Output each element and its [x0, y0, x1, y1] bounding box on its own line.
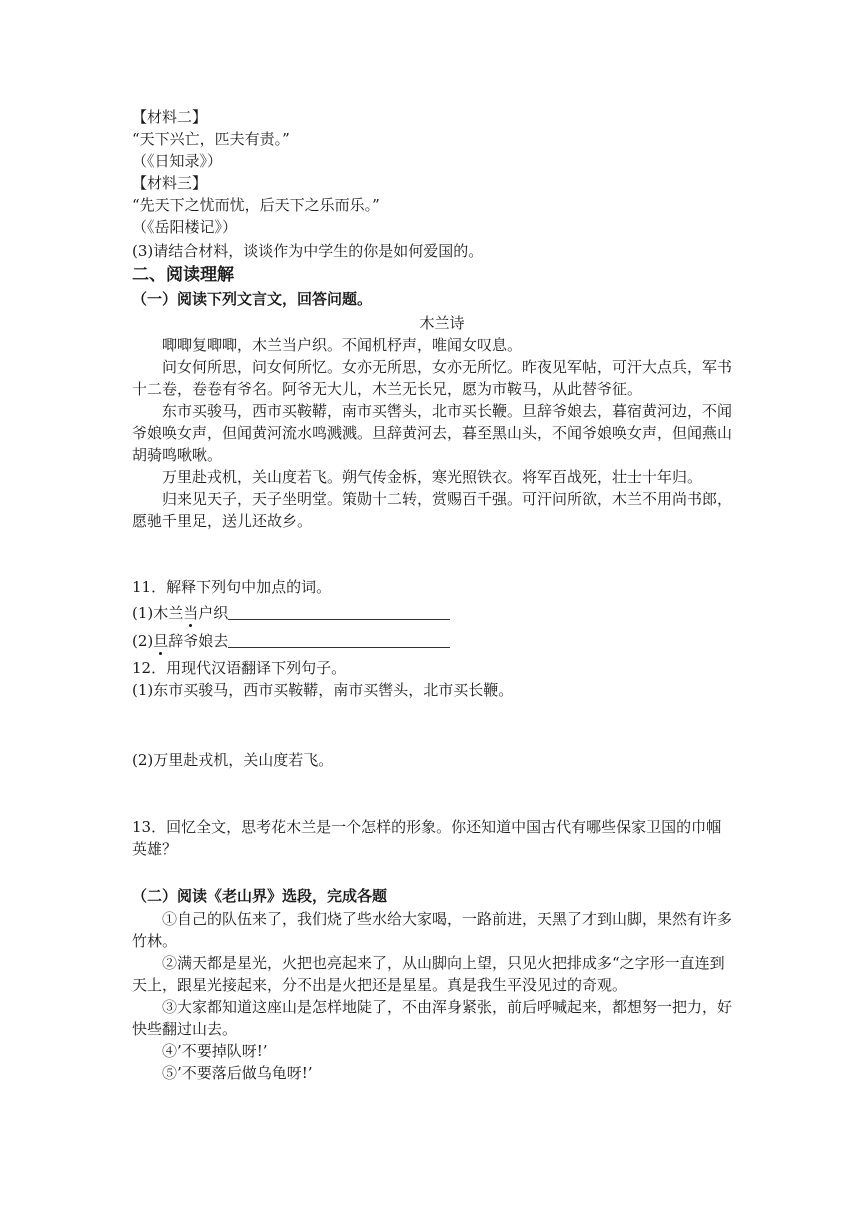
item-text: 户织 — [198, 604, 229, 622]
material-two-heading: 【材料二】 — [132, 108, 208, 126]
question-3: (3)请结合材料，谈谈作为中学生的你是如何爱国的。 — [132, 242, 484, 260]
material-three-quote: “先天下之忧而忧，后天下之乐而乐。” — [132, 196, 380, 214]
poem-paragraph: 东市买骏马，西市买鞍鞯，南市买辔头，北市买长鞭。旦辞爷娘去，暮宿黄河边，不闻爷娘唤女声，但闻黄河流水鸣溅溅。旦辞黄河去，暮至黑山头，不闻爷娘唤女声，但闻燕山胡骑鸣啾啾。 — [132, 402, 733, 464]
poem-paragraph: 问女何所思，问女何所忆。女亦无所思，女亦无所忆。昨夜见军帖，可汗大点兵，军书十二卷，卷卷有爷名。阿爷无大儿，木兰无长兄，愿为市鞍马，从此替爷征。 — [132, 358, 733, 398]
question-12-item-1: (1)东市买骏马，西市买鞍鞯，南市买辔头，北市买长鞭。 — [132, 681, 514, 699]
section-heading: 二、阅读理解 — [132, 265, 234, 285]
poem-title: 木兰诗 — [419, 314, 465, 332]
answer-blank[interactable] — [228, 603, 450, 620]
question-12-stem: 12．用现代汉语翻译下列句子。 — [132, 659, 347, 677]
question-13: 13．回忆全文，思考花木兰是一个怎样的形象。你还知道中国古代有哪些保家卫国的巾帼英雄？ — [132, 818, 722, 858]
item-text: (1)木兰 — [132, 604, 184, 622]
poem-paragraph: 归来见天子，天子坐明堂。策勋十二转，赏赐百千强。可汗问所欲，木兰不用尚书郎，愿驰千里足，送儿还故乡。 — [132, 490, 733, 530]
poem-paragraph: 万里赴戎机，关山度若飞。朔气传金柝，寒光照铁衣。将军百战死，壮士十年归。 — [162, 468, 703, 486]
question-11 — [132, 576, 732, 652]
question-11-stem: 11．解释下列句中加点的词。 — [132, 578, 332, 596]
excerpt-paragraph: ③大家都知道这座山是怎样地陡了，不由浑身紧张，前后呼喊起来，都想努一把力，好快些翻过山去。 — [132, 998, 733, 1038]
excerpt-paragraph: ②满天都是星光，火把也亮起来了，从山脚向上望，只见火把排成多“之字形一直连到天上，跟星光接起来，分不出是火把还是星星。真是我生平没见过的奇观。 — [132, 954, 725, 994]
part-one-title: （一）阅读下列文言文，回答问题。 — [132, 290, 373, 308]
question-12 — [132, 657, 732, 701]
dotted-word: 旦 — [153, 632, 169, 650]
answer-blank[interactable] — [228, 631, 450, 648]
item-text: (2) — [132, 632, 154, 650]
poem-body — [132, 334, 732, 532]
excerpt-paragraph: ⑤’不要落后做乌龟呀!’ — [162, 1064, 313, 1082]
material-three-source: （《岳阳楼记》） — [132, 218, 238, 236]
part-two-title: （二）阅读《老山界》选段，完成各题 — [132, 887, 388, 905]
poem-paragraph: 唧唧复唧唧，木兰当户织。不闻机杼声，唯闻女叹息。 — [162, 336, 523, 354]
material-three-heading: 【材料三】 — [132, 174, 208, 192]
question-11-item-2 — [132, 630, 732, 652]
question-11-item-1 — [132, 602, 732, 624]
material-two-quote: “天下兴亡，匹夫有责。” — [132, 130, 290, 148]
excerpt-paragraph: ④’不要掉队呀!’ — [162, 1042, 268, 1060]
material-three — [132, 172, 732, 238]
item-text: 辞爷娘去 — [168, 632, 229, 650]
dotted-word: 当 — [183, 604, 199, 622]
material-two-source: （《日知录》） — [132, 152, 223, 170]
material-two — [132, 106, 732, 172]
excerpt-body — [132, 908, 732, 1084]
excerpt-paragraph: ①自己的队伍来了，我们烧了些水给大家喝，一路前进，天黑了才到山脚，果然有许多竹林。 — [132, 910, 733, 950]
question-12-item-2: (2)万里赴戎机，关山度若飞。 — [132, 751, 334, 769]
